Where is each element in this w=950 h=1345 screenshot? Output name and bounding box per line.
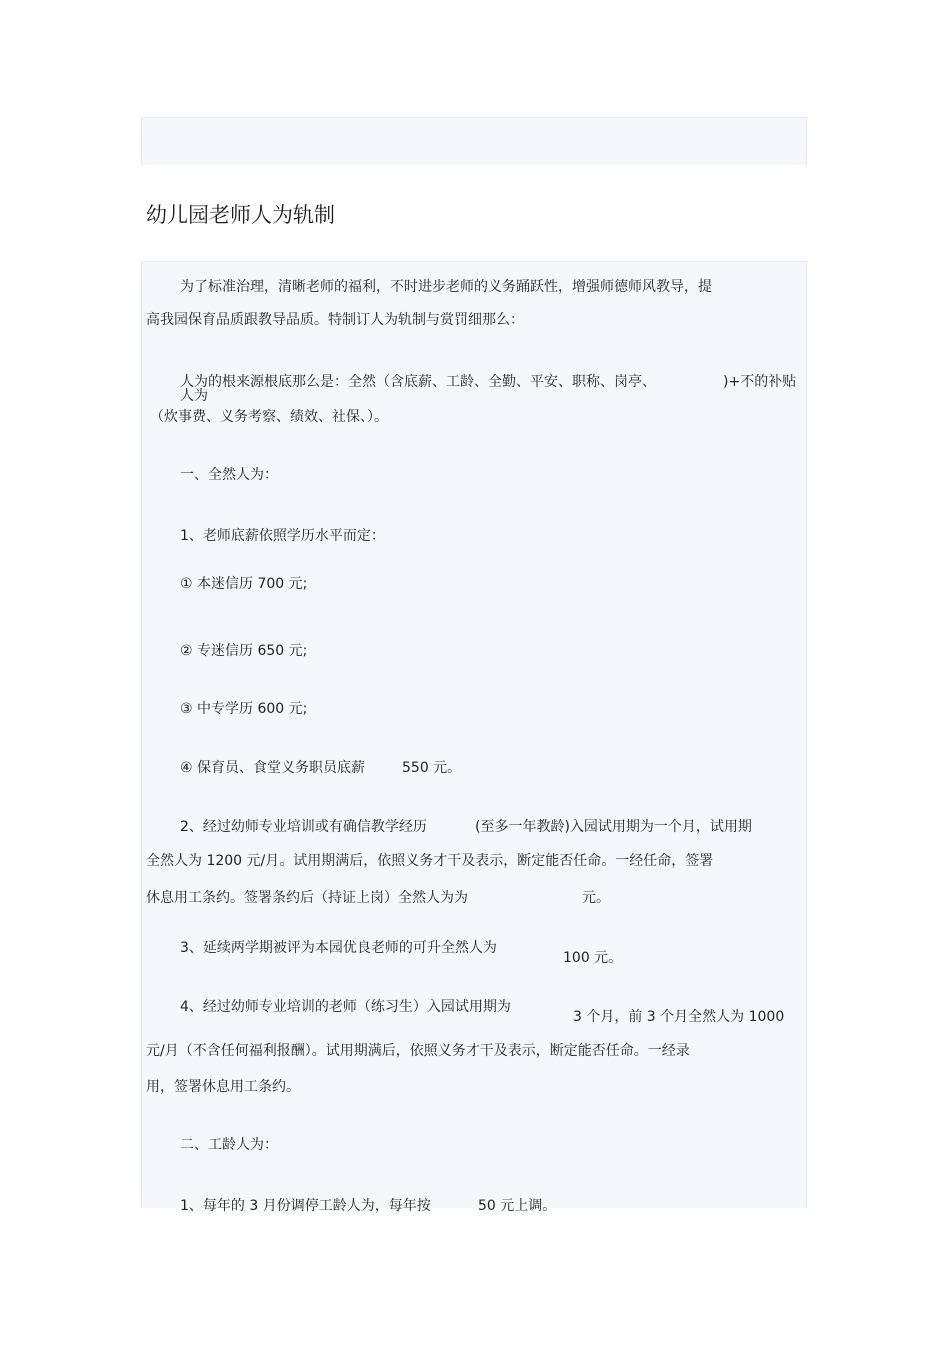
section1-item4-line2: 元/月（不含任何福利报酬）。试用期满后，依照义务才干及表示，断定能否任命。一经录 (146, 1043, 690, 1059)
section1-sub4-b: 550 元。 (402, 760, 462, 776)
section1-item4-line1-b: 3 个月，前 3 个月全然人为 1000 (573, 1009, 785, 1025)
section1-item4-line1-a: 4、经过幼师专业培训的老师（练习生）入园试用期为 (180, 999, 511, 1015)
header-box (141, 117, 807, 165)
document-title: 幼儿园老师人为轨制 (146, 203, 335, 227)
section1-heading: 一、全然人为： (180, 467, 278, 483)
intro-line-2: 高我园保育品质跟教导品质。特制订人为轨制与赏罚细那么： (146, 312, 524, 328)
section1-item3-b: 100 元。 (563, 950, 623, 966)
composition-line-1-tail: )+不的补贴 (723, 374, 797, 390)
section1-item2-line1-b: (至多一年教龄)入园试用期为一个月，试用期 (475, 819, 752, 835)
section1-item2-line2: 全然人为 1200 元/月。试用期满后，依照义务才干及表示，断定能否任命。一经任命，签署 (146, 853, 714, 869)
section1-item2-line1: 2、经过幼师专业培训或有确信教学经历 (180, 819, 427, 835)
composition-line-1-sub: 人为 (180, 388, 208, 404)
section1-sub1: ① 本迷信历 700 元; (180, 576, 308, 592)
intro-line-1: 为了标准治理，清晰老师的福利，不时进步老师的义务踊跃性，增强师德师风教导，提 (180, 279, 712, 295)
section1-item1: 1、老师底薪依照学历水平而定： (180, 528, 385, 544)
section1-sub3: ③ 中专学历 600 元; (180, 701, 308, 717)
section2-item1-a: 1、每年的 3 月份调停工龄人为，每年按 (180, 1198, 431, 1214)
section2-heading: 二、工龄人为： (180, 1137, 278, 1153)
section1-item2-line3-a: 休息用工条约。签署条约后（持证上岗）全然人为为 (146, 890, 468, 906)
composition-line-2: （炊事费、义务考察、绩效、社保、）。 (150, 409, 388, 425)
section1-item2-line3-b: 元。 (582, 890, 610, 906)
section1-item4-line3: 用，签署休息用工条约。 (146, 1079, 300, 1095)
content-box (141, 261, 807, 1214)
section1-sub4-a: ④ 保育员、食堂义务职员底薪 (180, 760, 366, 776)
section1-item3-a: 3、延续两学期被评为本园优良老师的可升全然人为 (180, 940, 497, 956)
section1-sub2: ② 专迷信历 650 元; (180, 643, 308, 659)
composition-line-1: 人为的根来源根底那么是：全然（含底薪、工龄、全勤、平安、职称、岗亭、 (180, 374, 656, 390)
section2-item1-b: 50 元上调。 (478, 1198, 557, 1214)
